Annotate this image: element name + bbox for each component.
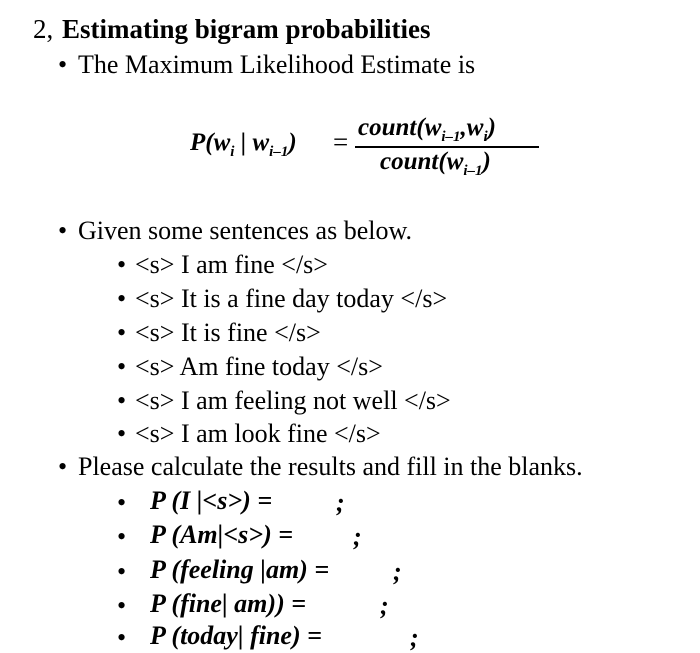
question-prompt: P (Am|<s>) = bbox=[150, 520, 294, 549]
bullet-icon: • bbox=[117, 591, 127, 620]
bullet-icon: • bbox=[117, 250, 127, 279]
answer-blank-end: ; bbox=[353, 522, 362, 551]
bullet-icon: • bbox=[117, 557, 127, 586]
answer-blank-end: ; bbox=[410, 623, 419, 652]
bullet-icon: • bbox=[117, 284, 127, 313]
answer-blank-end: ; bbox=[336, 488, 345, 517]
bullet-icon: • bbox=[117, 352, 127, 381]
bullet-icon: • bbox=[58, 452, 68, 481]
sentence-item: <s> It is fine </s> bbox=[135, 318, 321, 347]
question-prompt: P (I |<s>) = bbox=[150, 486, 273, 515]
sentence-item: <s> I am fine </s> bbox=[135, 250, 328, 279]
section-title: Estimating bigram probabilities bbox=[62, 14, 431, 44]
question-prompt: P (feeling |am) = bbox=[150, 555, 330, 584]
bullet-icon: • bbox=[117, 419, 127, 448]
section-number: 2, bbox=[33, 14, 54, 44]
bullet-icon: • bbox=[58, 50, 68, 79]
formula-denominator: $count(w_{i-1})$ bbox=[380, 148, 491, 179]
bullet-icon: • bbox=[58, 216, 68, 245]
sentence-item: <s> It is a fine day today </s> bbox=[135, 284, 448, 313]
bullet-icon: • bbox=[117, 386, 127, 415]
bullet-icon: • bbox=[117, 488, 127, 517]
sentence-item: <s> I am look fine </s> bbox=[135, 419, 381, 448]
answer-blank-end: ; bbox=[393, 557, 402, 586]
sentence-item: <s> Am fine today </s> bbox=[135, 352, 383, 381]
question-prompt: P (today| fine) = bbox=[150, 621, 322, 650]
bullet-icon: • bbox=[117, 522, 127, 551]
given-text: Given some sentences as below. bbox=[78, 216, 413, 245]
formula-equals: = bbox=[333, 127, 349, 157]
answer-blank-end: ; bbox=[380, 591, 389, 620]
instruction-text: Please calculate the results and fill in the blanks. bbox=[78, 452, 583, 481]
formula-numerator: $count(w_{i-1},w_i)$ bbox=[358, 114, 496, 145]
question-prompt: P (fine| am)) = bbox=[150, 589, 307, 618]
sentence-item: <s> I am feeling not well </s> bbox=[135, 386, 451, 415]
intro-text: The Maximum Likelihood Estimate is bbox=[78, 50, 476, 79]
bullet-icon: • bbox=[117, 623, 127, 652]
bullet-icon: • bbox=[117, 318, 127, 347]
formula-lhs: $P(w_i$ | $w_{i-1}$) bbox=[190, 129, 297, 160]
